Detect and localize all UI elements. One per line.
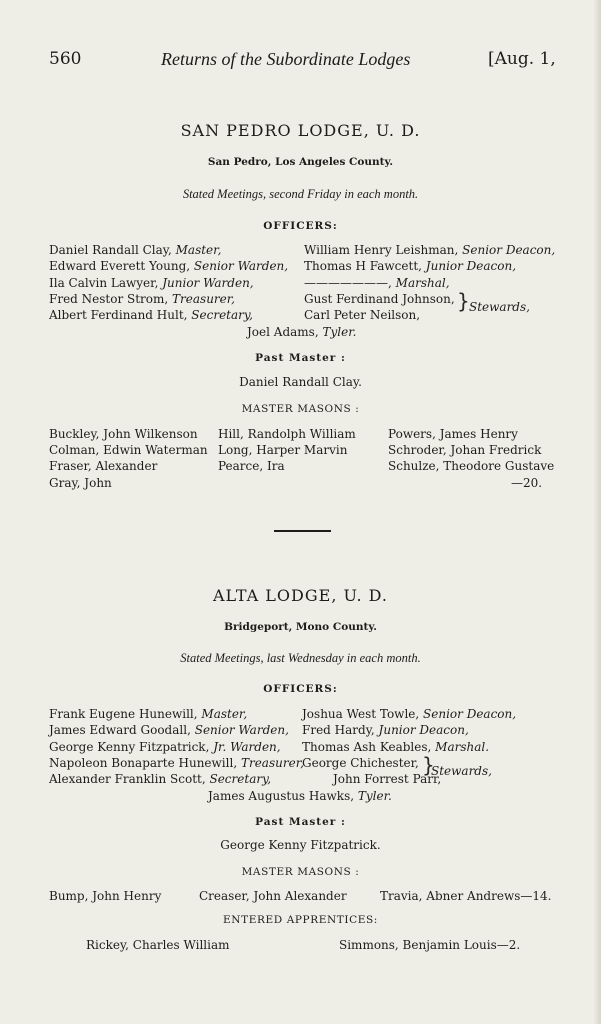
officer-entry: Thomas Ash Keables, Marshal. bbox=[302, 740, 490, 754]
lodge-location: Bridgeport, Mono County. bbox=[224, 621, 377, 633]
list-item: Schroder, Johan Fredrick bbox=[388, 443, 542, 457]
list-item: Colman, Edwin Waterman bbox=[49, 443, 208, 457]
officer-entry: Fred Nestor Strom, Treasurer, bbox=[49, 292, 235, 306]
officer-entry: Ila Calvin Lawyer, Junior Warden, bbox=[49, 276, 254, 290]
master-masons-label: MASTER MASONS : bbox=[241, 866, 360, 878]
section-divider bbox=[274, 530, 331, 532]
officer-entry: Joel Adams, Tyler. bbox=[247, 325, 357, 339]
officers-label: OFFICERS: bbox=[263, 220, 338, 232]
officer-entry: James Augustus Hawks, Tyler. bbox=[208, 789, 392, 803]
running-date: [Aug. 1, bbox=[488, 49, 556, 69]
stewards-brace: } bbox=[422, 753, 435, 777]
officer-entry: ———————, Marshal, bbox=[304, 276, 450, 290]
list-item: Bump, John Henry bbox=[49, 889, 162, 903]
list-item: Long, Harper Marvin bbox=[218, 443, 348, 457]
list-item: Hill, Randolph William bbox=[218, 427, 356, 441]
running-title: Returns of the Subordinate Lodges bbox=[161, 49, 411, 69]
master-masons-label: MASTER MASONS : bbox=[241, 403, 360, 415]
list-item: Buckley, John Wilkenson bbox=[49, 427, 198, 441]
officer-entry: Daniel Randall Clay, Master, bbox=[49, 243, 222, 257]
officer-entry: Fred Hardy, Junior Deacon, bbox=[302, 723, 469, 737]
list-item: Powers, James Henry bbox=[388, 427, 518, 441]
list-item: Simmons, Benjamin Louis—2. bbox=[339, 938, 521, 952]
officer-entry: William Henry Leishman, Senior Deacon, bbox=[304, 243, 556, 257]
lodge-location: San Pedro, Los Angeles County. bbox=[207, 156, 394, 168]
past-master-label: Past Master : bbox=[255, 816, 346, 828]
stewards-label: Stewards, bbox=[431, 764, 492, 778]
stewards-brace: } bbox=[457, 289, 470, 313]
officer-entry: James Edward Goodall, Senior Warden, bbox=[49, 723, 289, 737]
list-item: Rickey, Charles William bbox=[86, 938, 230, 952]
list-item: Schulze, Theodore Gustave bbox=[388, 459, 555, 473]
past-master-name: Daniel Randall Clay. bbox=[239, 375, 362, 389]
officer-entry: Joshua West Towle, Senior Deacon, bbox=[302, 707, 517, 721]
stated-meetings: Stated Meetings, second Friday in each month. bbox=[182, 187, 419, 201]
list-item: Fraser, Alexander bbox=[49, 459, 158, 473]
list-item: Gray, John bbox=[49, 476, 112, 490]
officer-entry: George Chichester, bbox=[302, 756, 419, 770]
officers-label: OFFICERS: bbox=[263, 683, 338, 695]
stewards-label: Stewards, bbox=[469, 300, 530, 314]
list-item: Creaser, John Alexander bbox=[199, 889, 347, 903]
officer-entry: John Forrest Parr, bbox=[333, 772, 442, 786]
officer-entry: Edward Everett Young, Senior Warden, bbox=[49, 259, 289, 273]
member-count: —20. bbox=[511, 476, 543, 490]
stated-meetings: Stated Meetings, last Wednesday in each month. bbox=[180, 651, 421, 665]
officer-entry: Thomas H Fawcett, Junior Deacon, bbox=[304, 259, 517, 273]
past-master-name: George Kenny Fitzpatrick. bbox=[220, 838, 381, 852]
officer-entry: George Kenny Fitzpatrick, Jr. Warden, bbox=[49, 740, 281, 754]
lodge-heading: ALTA LODGE, U. D. bbox=[212, 586, 389, 605]
list-item: Pearce, Ira bbox=[218, 459, 285, 473]
officer-entry: Gust Ferdinand Johnson, bbox=[304, 292, 455, 306]
list-item: Travia, Abner Andrews—14. bbox=[380, 889, 552, 903]
officer-entry: Albert Ferdinand Hult, Secretary, bbox=[49, 308, 253, 322]
officer-entry: Carl Peter Neilson, bbox=[304, 308, 421, 322]
page-number: 560 bbox=[49, 49, 82, 69]
officer-entry: Alexander Franklin Scott, Secretary, bbox=[49, 772, 272, 786]
past-master-label: Past Master : bbox=[255, 352, 346, 364]
entered-apprentices-label: ENTERED APPRENTICES: bbox=[223, 914, 378, 926]
officer-entry: Napoleon Bonaparte Hunewill, Treasurer, bbox=[49, 756, 304, 770]
officer-entry: Frank Eugene Hunewill, Master, bbox=[49, 707, 248, 721]
lodge-heading: SAN PEDRO LODGE, U. D. bbox=[180, 121, 421, 140]
